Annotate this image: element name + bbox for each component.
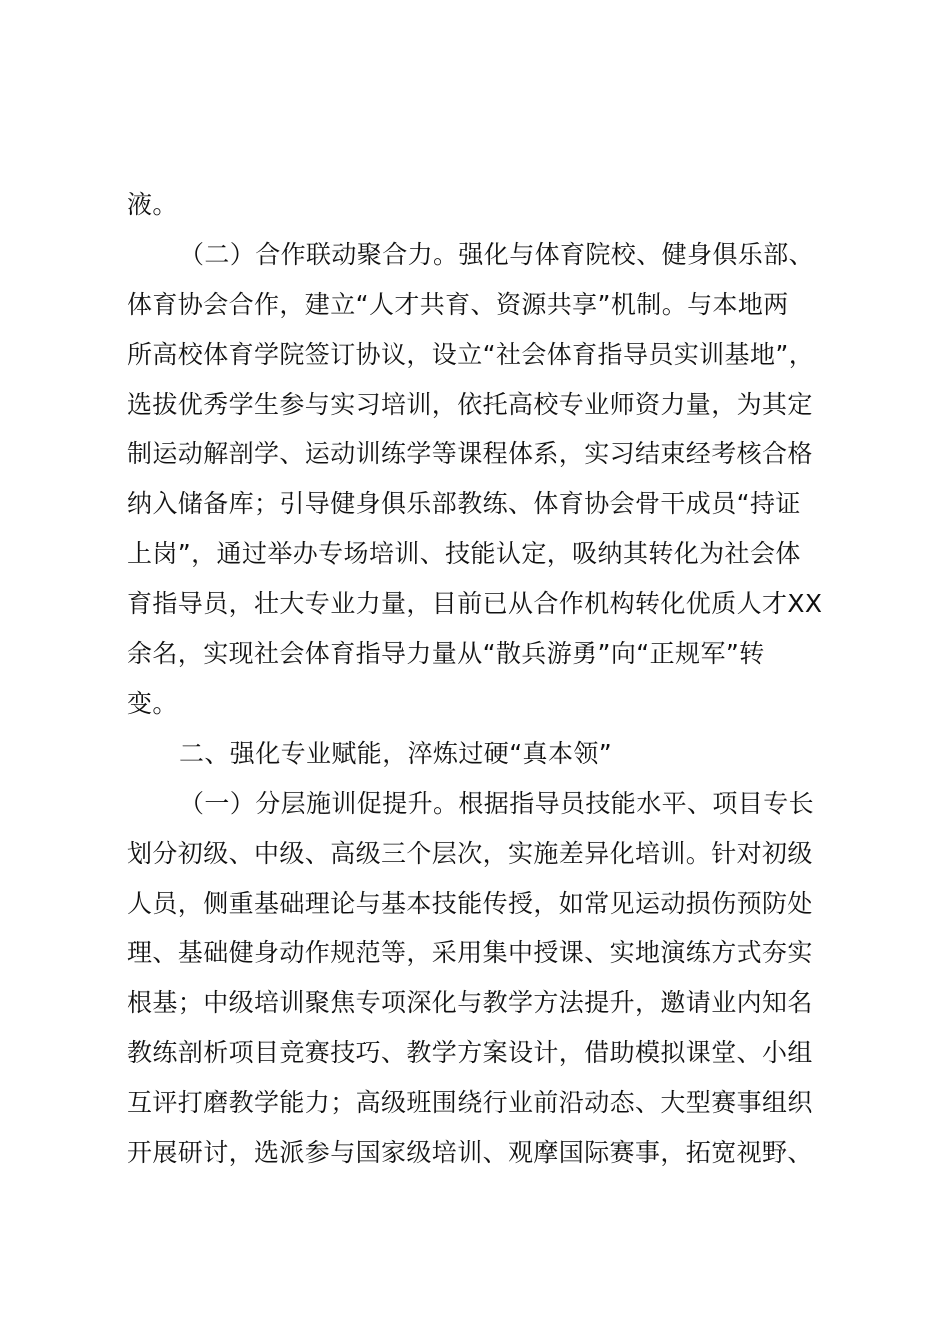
text-line: 余名，实现社会体育指导力量从“散兵游勇”向“正规军”转 bbox=[127, 639, 765, 668]
text-line: 选拔优秀学生参与实习培训，依托高校专业师资力量，为其定 bbox=[127, 390, 813, 419]
text-line: 变。 bbox=[127, 689, 178, 718]
text-line: （一）分层施训促提升。根据指导员技能水平、项目专长 bbox=[179, 789, 815, 818]
text-line: 所高校体育学院签订协议，设立“社会体育指导员实训基地”， bbox=[127, 340, 815, 369]
section-heading: 二、强化专业赋能，淬炼过硬“真本领” bbox=[179, 739, 613, 768]
text-line: 开展研讨，选派参与国家级培训、观摩国际赛事，拓宽视野、 bbox=[127, 1138, 813, 1167]
text-line: 划分初级、中级、高级三个层次，实施差异化培训。针对初级 bbox=[127, 839, 813, 868]
text-line: 互评打磨教学能力；高级班围绕行业前沿动态、大型赛事组织 bbox=[127, 1088, 813, 1117]
text-line: 理、基础健身动作规范等，采用集中授课、实地演练方式夯实 bbox=[127, 938, 813, 967]
text-line: 上岗”，通过举办专场培训、技能认定，吸纳其转化为社会体 bbox=[127, 539, 801, 568]
text-line: 根基；中级培训聚焦专项深化与教学方法提升，邀请业内知名 bbox=[127, 988, 813, 1017]
text-line: 体育协会合作，建立“人才共育、资源共享”机制。与本地两 bbox=[127, 290, 789, 319]
text-line: （二）合作联动聚合力。强化与体育院校、健身俱乐部、 bbox=[179, 240, 815, 269]
text-line: 教练剖析项目竞赛技巧、教学方案设计，借助模拟课堂、小组 bbox=[127, 1038, 813, 1067]
text-line: 液。 bbox=[127, 190, 178, 219]
text-line: 纳入储备库；引导健身俱乐部教练、体育协会骨干成员“持证 bbox=[127, 489, 801, 518]
text-line: 人员，侧重基础理论与基本技能传授，如常见运动损伤预防处 bbox=[127, 889, 813, 918]
text-line: 育指导员，壮大专业力量，目前已从合作机构转化优质人才XX bbox=[127, 589, 823, 618]
text-line: 制运动解剖学、运动训练学等课程体系，实习结束经考核合格 bbox=[127, 439, 813, 468]
